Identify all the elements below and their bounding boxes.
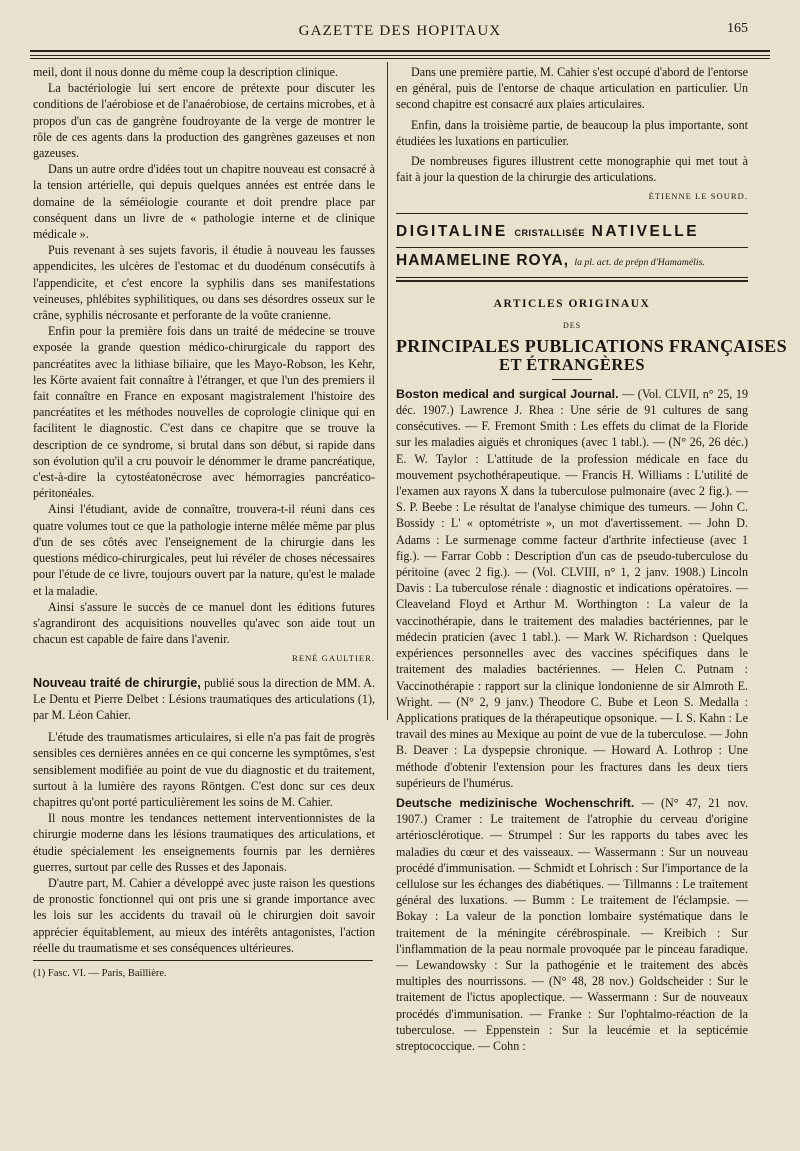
section-rule: [552, 379, 592, 380]
journal-entry: [396, 386, 748, 791]
paragraph: L'étude des traumatismes articulaires, si elle n'a pas fait de progrès sensibles ces dernières années en ce qui concerne les symptômes, s'est sensiblement modifiée au point de vue du diagnostic et du traitement, surtout à la lumière des rayons Röntgen. C'est donc sur ces deux chapitres qu'ont porté particulièrement les soins de M. Cahier.: [33, 730, 375, 809]
section-title-line-1: PRINCIPALES PUBLICATIONS FRANÇAISES: [396, 336, 787, 357]
ad-word: HAMAMELINE ROYA,: [396, 251, 570, 269]
page-title: GAZETTE DES HOPITAUX: [298, 23, 502, 39]
signature: RENÉ GAULTIER.: [292, 653, 375, 664]
paragraph: Ainsi s'assure le succès de ce manuel dont les éditions futures s'agrandiront des acquisitions nouvelles qu'avec son aide tout un chacun est capable de faire dans l'avenir.: [33, 599, 375, 647]
paragraph: Dans une première partie, M. Cahier s'est occupé d'abord de l'entorse en général, puis de l'entorse de chaque articulation en particulier. Un second chapitre est consacré aux plaies articulaires.: [396, 65, 748, 112]
page-header: [30, 17, 770, 47]
page-number: 165: [727, 21, 748, 36]
section-title-line-2: ET ÉTRANGÈRES: [498, 354, 646, 374]
advertisement-digitaline: [396, 224, 748, 241]
paragraph: Il nous montre les tendances nettement interventionnistes de la chirurgie moderne dans les lésions traumatiques des articulations, et étudie spécialement les enseignements fournis par les dernières guerres, surtout par celle des Russes et des Japonais.: [33, 811, 375, 874]
header-rule-thick: [30, 50, 770, 52]
footnote: (1) Fasc. VI. — Paris, Baillière.: [33, 967, 167, 979]
paragraph: Enfin pour la première fois dans un traité de médecine se trouve exposée la grande question médico-chirurgicale du rapport des pancréatites avec la lithiase biliaire, que les Mayo-Robson, les Kehr, les Körte avaient fait connaître à l'étranger, et que l'un des premiers il fait connaître en France en exposant magistralement l'histoire des pancréatites et les méthodes nouvelles de coprologie clinique qui en facilitent le diagnostic. C'est dans ce chapitre que se trouve la description de ce syndrome, si brutal dans son début, si rapide dans son évolution qu'il a cru pouvoir le dénommer le drame pancréatique, c'est-à-dire la cytostéatonécrose avec hémorragies pancréatico-péritonéales.: [33, 324, 375, 501]
journal-name: Boston medical and surgical Journal.: [396, 386, 619, 401]
column-divider: [387, 62, 388, 720]
footnote-rule: [33, 960, 373, 961]
ad-note: la pl. act. de prépn d'Hamamélis.: [574, 256, 705, 268]
ad-rule-thick: [396, 280, 748, 282]
ad-rule: [396, 277, 748, 278]
paragraph: meil, dont il nous donne du même coup la description clinique.: [33, 65, 338, 79]
ad-rule: [396, 213, 748, 214]
journal-text: — (Vol. CLVII, n° 25, 19 déc. 1907.) Lawrence J. Rhea : Une série de 91 cultures de sang consécutives. — F. Fremont Smith : Les effets du climat de la Floride sur les maladies aiguës et chroniques (avec 1 tabl.). — (N° 26, 26 déc.) E. W. Taylor : L'attitude de la profession médicale en face du mouvement psychothérapeutique. — Francis H. Williams : L'utilité de l'examen aux rayons X dans la tuberculose pulmonaire (avec 2 fig.). — S. P. Beebe : Le résultat de l'analyse chimique des tumeurs. — John C. Bossidy : L' « optométriste », un mot d'avertissement. — John D. Adams : Le surmenage comme facteur d'arthrite infectieuse (avec 1 fig.). — Farrar Cobb : Description d'un cas de pseudo-tuberculose du péritoine (avec 2 fig.). — (Vol. CLVIII, n° 1, 2 janv. 1908.) Lincoln Davis : La tuberculose rénale : diagnostic et indications opératoires. — Cleaveland Floyd et Arthur M. Worthington : La valeur de la vaccinothérapie, dans le traitement des maladies bactériennes, par le médecin praticien (avec 1 tabl.). — Mark W. Richardson : Quelques expériences personnelles avec des vaccines spécifiques dans le traitement des maladies bactériennes. — Helen C. Putnam : Vaccinothérapie : rapport sur la clinique londonienne de sir Almroth E. Wright. — (N° 2, 9 janv.) Theodore C. Bube et Leon S. Medalla : Applications pratiques de la thérapeutique opsonique. — I. S. Kahn : Le travail des mines au Mexique au point de vue de la tuberculose. — John B. Deaver : La dyspepsie chronique. — Howard A. Lothrop : Une méthode d'obtenir l'extension pour les fractures dans les deux tiers supérieurs de l'humérus.: [396, 386, 748, 790]
review-heading: [33, 675, 375, 724]
signature: ÉTIENNE LE SOURD.: [648, 191, 748, 202]
ad-word: NATIVELLE: [591, 222, 700, 240]
header-rule-thin-2: [30, 58, 770, 59]
section-heading: ARTICLES ORIGINAUX: [493, 298, 651, 311]
right-column: [396, 64, 787, 1054]
journal-text: — (N° 47, 21 nov. 1907.) Cramer : Le traitement de l'atrophie du cerveau d'origine artériosclérotique. — Strumpel : Sur les rapports du tabes avec les maladies du cœur et des vaisseaux. — Wassermann : Sur un nouveau procédé d'immunisation. — Schmidt et Lohrisch : Sur l'importance de la cellulose sur les échanges des diabétiques. — Tillmanns : Le traitement général des luxations. — Bumm : Le traitement de l'éclampsie. — Bokay : La valeur de la ponction lombaire systématique dans le traitement de la méningite cérébrospinale. — Kreibich : Sur l'inflammation de la peau normale provoquée par le pinceau faradique. — Lewandowsky : Sur la pathogénie et le traitement des abcès multiples des nourrissons. — (N° 48, 28 nov.) Goldscheider : Sur le traitement de l'ictus apoplectique. — Wassermann : Sur de nouveaux procédés d'immunisation. — Franke : Sur l'ophtalmo-réaction de la tuberculose. — Eppenstein : Sur la leucémie et la septicémie streptococcique. — Cohn :: [396, 795, 748, 1053]
header-rule-thin: [30, 55, 770, 56]
ad-small-word: CRISTALLISÉE: [514, 227, 585, 238]
ad-word: DIGITALINE: [396, 222, 508, 240]
journal-entry: [396, 795, 748, 1054]
paragraph: Dans un autre ordre d'idées tout un chapitre nouveau est consacré à la tension artérielle, qui depuis quelques années est entrée dans le domaine de la séméiologie courante et doit prendre place par conséquent dans un livre de « pathologie interne et de clinique médicale ».: [33, 162, 375, 242]
paragraph: Enfin, dans la troisième partie, de beaucoup la plus importante, sont étudiées les luxations en particulier.: [396, 117, 748, 148]
paragraph: Puis revenant à ses sujets favoris, il étudie à nouveau les fausses appendicites, les ulcères de l'estomac et du duodénum consécutifs à l'appendicite, et c'est encore la syphilis dans ses manifestations veineuses, phlébites syphilitiques, ou dans ses désordres osseux sur le crâne, syphilis nécrosante et perforante de la voûte cranienne.: [33, 243, 375, 323]
review-intro: publié sous la direction de MM. A. Le Dentu et Pierre Delbet : Lésions traumatiques des articulations (1), par M. Léon Cahier.: [33, 675, 375, 722]
review-title: Nouveau traité de chirurgie,: [33, 675, 201, 690]
left-column: [33, 64, 375, 980]
paragraph: Ainsi l'étudiant, avide de connaître, trouvera-t-il réuni dans ces quatre volumes tout ce que la pathologie interne mêlée même par plus d'un de ses côtés avec l'enseignement de la chirurgie dans les questions médico-chirurgicales, peut lui révéler de choses nécessaires pour l'étude de ce livre, toujours ouvert par la nature, qu'est le malade et la maladie.: [33, 502, 375, 598]
advertisement-hamameline: [396, 253, 748, 271]
paragraph: D'autre part, M. Cahier a développé avec juste raison les questions de pronostic fonctionnel qui ont pris une si grande importance avec les lois sur les accidents du travail où le chirurgien doit savoir apprécier équitablement, au mieux des intérêts antagonistes, l'action réelle du traumatisme et ses conséquences ultérieures.: [33, 875, 375, 955]
ad-rule: [396, 247, 748, 248]
paragraph: La bactériologie lui sert encore de prétexte pour discuter les conditions de l'aérobiose et de l'anaérobiose, de certains microbes, et à propos d'un cas de gangrène foudroyante de la verge de montrer le rôle de ces agents dans la production des gangrènes gazeuses et non gazeuses.: [33, 81, 375, 161]
section-subheading: DES: [562, 321, 582, 331]
journal-name: Deutsche medizinische Wochenschrift.: [396, 795, 635, 810]
paragraph: De nombreuses figures illustrent cette monographie qui met tout à fait à jour la question de la chirurgie des articulations.: [396, 154, 748, 185]
